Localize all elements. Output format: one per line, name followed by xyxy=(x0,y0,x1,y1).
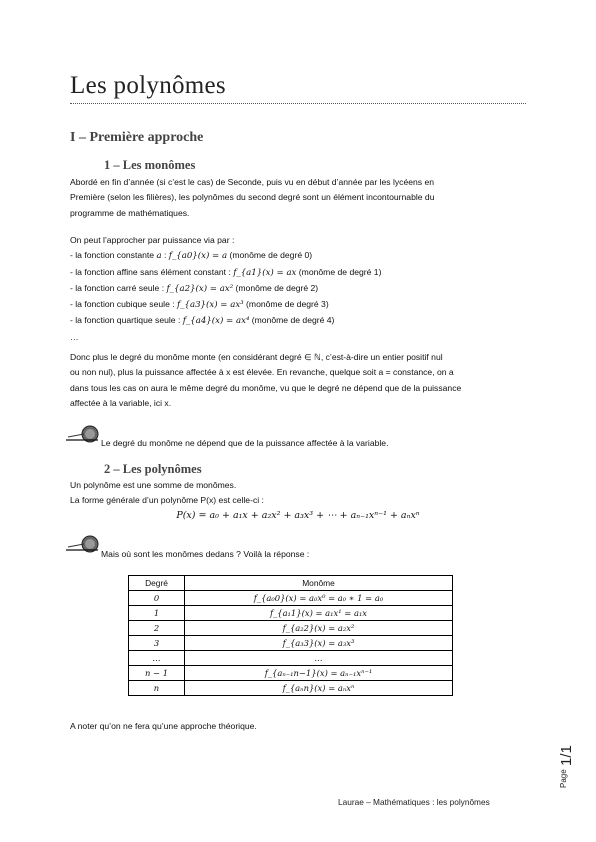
polynome-definition xyxy=(70,478,264,509)
table-row xyxy=(129,681,453,696)
text-line: Donc plus le degré du monôme monte (en considérant degré ∈ ℕ, c’est-à-dire un entier positif nul xyxy=(70,352,443,362)
text-line: affectée à la variable, ici x. xyxy=(70,397,172,408)
monome-cell: f_{aₙ₋₁n−1}(x) = aₙ₋₁xⁿ⁻¹ xyxy=(184,666,452,681)
degree-cell: 0 xyxy=(129,591,185,606)
page-label: Page xyxy=(559,769,568,788)
pen-icon xyxy=(64,424,100,449)
monome-cell: f_{a₀0}(x) = a₀x⁰ = a₀ ∗ 1 = a₀ xyxy=(184,591,452,606)
degree-cell: … xyxy=(129,651,185,666)
monome-table xyxy=(128,575,453,696)
degree-cell: 1 xyxy=(129,606,185,621)
table-header-row xyxy=(129,576,453,591)
monome-cell: f_{a₂2}(x) = a₂x² xyxy=(184,621,452,636)
list-item: - la fonction quartique seule : f_{a4}(x) = ax⁴ (monôme de degré 4) xyxy=(70,315,335,327)
page-count: 1/1 xyxy=(558,745,575,766)
intro-paragraph xyxy=(70,175,434,221)
table-row xyxy=(129,606,453,621)
list-item: - la fonction affine sans élément constant : f_{a1}(x) = ax (monôme de degré 1) xyxy=(70,266,382,278)
monome-cell: f_{a₃3}(x) = a₃x³ xyxy=(184,636,452,651)
section-heading: I – Première approche xyxy=(70,130,204,145)
degree-paragraph xyxy=(70,350,461,411)
footer-text: Laurae – Mathématiques : les polynômes xyxy=(338,797,490,807)
monome-cell: f_{aₙn}(x) = aₙxⁿ xyxy=(184,681,452,696)
text-line: ou non nul), plus la puissance affectée à x est élevée. En revanche, quelque soit a = constance, on a xyxy=(70,367,454,378)
column-header-degre: Degré xyxy=(129,576,185,591)
closing-remark: A noter qu’on ne fera qu’une approche théorique. xyxy=(70,721,257,731)
degree-cell: 3 xyxy=(129,636,185,651)
approach-list xyxy=(70,233,381,345)
table-row xyxy=(129,621,453,636)
subsection-heading-polynomes: 2 – Les polynômes xyxy=(104,462,202,476)
text-line: Première (selon les filières), les polynômes du second degré sont un élément incontournable du xyxy=(70,192,435,203)
column-header-monome: Monôme xyxy=(184,576,452,591)
text-line: Abordé en fin d’année (si c’est le cas) de Seconde, puis vu en début d’année par les lycéens en xyxy=(70,177,435,187)
pen-icon xyxy=(64,534,100,559)
list-item: - la fonction constante a : f_{a0}(x) = a (monôme de degré 0) xyxy=(70,250,313,262)
note-degree: Le degré du monôme ne dépend que de la puissance affectée à la variable. xyxy=(101,438,389,448)
general-formula: P(x) = a₀ + a₁x + a₂x² + a₃x³ + ⋯ + aₙ₋₁xⁿ⁻¹ + aₙxⁿ xyxy=(176,510,420,521)
degree-cell: n xyxy=(129,681,185,696)
monome-cell: … xyxy=(184,651,452,666)
note-question: Mais où sont les monômes dedans ? Voilà la réponse : xyxy=(101,549,310,559)
table-row xyxy=(129,591,453,606)
table-row xyxy=(129,636,453,651)
degree-cell: n − 1 xyxy=(129,666,185,681)
text-line: Un polynôme est une somme de monômes. xyxy=(70,480,237,490)
title-underline xyxy=(70,103,526,104)
text-line: dans tous les cas on aura le même degré du monôme, vu que le degré ne dépend que de la puissance xyxy=(70,382,462,393)
page-title: Les polynômes xyxy=(70,72,226,99)
text-line: programme de mathématiques. xyxy=(70,207,190,218)
subsection-heading-monomes: 1 – Les monômes xyxy=(104,158,196,172)
list-item: - la fonction cubique seule : f_{a3}(x) = ax³ (monôme de degré 3) xyxy=(70,299,329,311)
text-line: La forme générale d’un polynôme P(x) est celle-ci : xyxy=(70,495,264,506)
text-line: … xyxy=(70,331,79,342)
text-line: On peut l’approcher par puissance via par : xyxy=(70,235,235,245)
monome-cell: f_{a₁1}(x) = a₁x¹ = a₁x xyxy=(184,606,452,621)
table-row xyxy=(129,651,453,666)
table-row xyxy=(129,666,453,681)
degree-cell: 2 xyxy=(129,621,185,636)
list-item: - la fonction carré seule : f_{a2}(x) = ax² (monôme de degré 2) xyxy=(70,282,319,294)
page-number xyxy=(548,730,578,790)
